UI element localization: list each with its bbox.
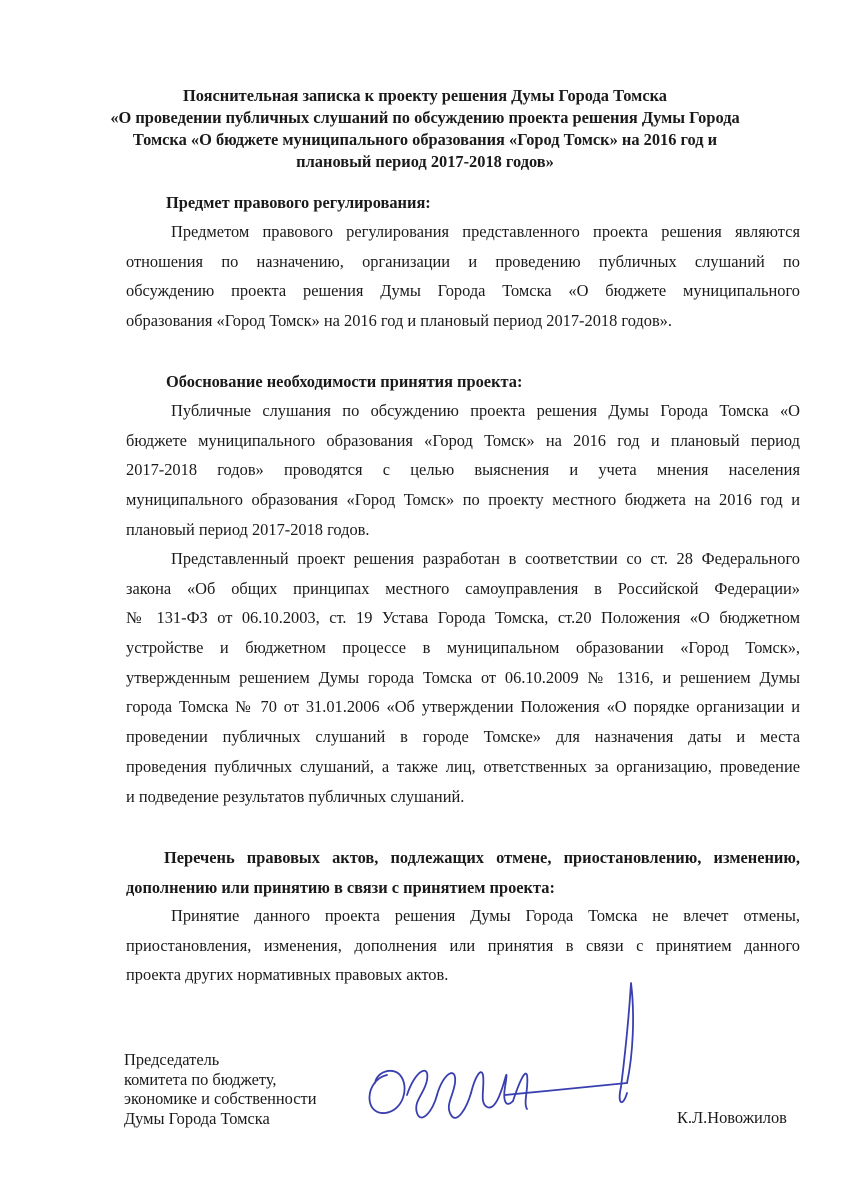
section2-heading: Обоснование необходимости принятия проекта: [166, 372, 523, 391]
paragraph-line: отношения по назначению, организации и проведению публичных слушаний по [126, 251, 800, 271]
paragraph-line: образования «Город Томск» на 2016 год и плановый период 2017-2018 годов». [126, 311, 672, 331]
paragraph-line: Представленный проект решения разработан в соответствии со ст. 28 Федерального [171, 549, 800, 568]
section1-heading: Предмет правового регулирования: [166, 193, 431, 212]
paragraph-line: плановый период 2017-2018 годов. [126, 519, 370, 539]
position-line: Председатель [124, 1050, 220, 1069]
paragraph-line: проведении публичных слушаний в городе Томске» для назначения даты и места [126, 727, 800, 747]
signer-name: К.Л.Новожилов [677, 1108, 787, 1127]
paragraph-line: устройстве и бюджетном процессе в муниципальном образовании «Город Томск», [126, 638, 800, 658]
paragraph-line: города Томска № 70 от 31.01.2006 «Об утверждении Положения «О порядке организации и [126, 697, 800, 717]
position-line: комитета по бюджету, [124, 1069, 277, 1089]
paragraph-line: 2017-2018 годов» проводятся с целью выяснения и учета мнения населения [126, 460, 800, 480]
section2-paragraph-2 [126, 544, 800, 811]
section1-paragraph [126, 217, 800, 336]
heading-line: Перечень правовых актов, подлежащих отмене, приостановлению, изменению, [164, 848, 800, 867]
paragraph-line: Предметом правового регулирования представленного проекта решения являются [171, 222, 800, 241]
title-line: Томска «О бюджете муниципального образования «Город Томск» на 2016 год и [132, 130, 718, 149]
paragraph-line: № 131-ФЗ от 06.10.2003, ст. 19 Устава Города Томска, ст.20 Положения «О бюджетном [126, 608, 800, 628]
paragraph-line: закона «Об общих принципах местного самоуправления в Российской Федерации» [126, 578, 800, 598]
paragraph-line: утвержденным решением Думы города Томска от 06.10.2009 № 1316, и решением Думы [126, 667, 800, 687]
paragraph-line: и подведение результатов публичных слушаний. [126, 786, 465, 806]
paragraph-line: приостановления, изменения, дополнения или принятия в связи с принятием данного [126, 935, 800, 955]
paragraph-line: Принятие данного проекта решения Думы Города Томска не влечет отмены, [171, 906, 800, 925]
handwritten-signature [355, 975, 655, 1135]
document-title [110, 85, 740, 173]
title-line: Пояснительная записка к проекту решения Думы Города Томска [182, 86, 667, 105]
position-line: экономике и собственности [124, 1089, 317, 1108]
heading-line: дополнению или принятию в связи с принятием проекта: [126, 877, 555, 897]
paragraph-line: муниципального образования «Город Томск» по проекту местного бюджета на 2016 год и [126, 490, 800, 510]
section3-heading [126, 843, 800, 902]
section2-paragraph-1 [126, 396, 800, 544]
title-line: плановый период 2017-2018 годов» [296, 152, 554, 171]
title-line: «О проведении публичных слушаний по обсуждению проекта решения Думы Города [110, 108, 740, 127]
signatory-position [124, 1050, 316, 1128]
paragraph-line: бюджете муниципального образования «Город Томск» на 2016 год и плановый период [126, 430, 800, 450]
paragraph-line: обсуждению проекта решения Думы Города Томска «О бюджете муниципального [126, 281, 800, 301]
paragraph-line: Публичные слушания по обсуждению проекта решения Думы Города Томска «О [171, 401, 800, 420]
paragraph-line: проекта других нормативных правовых актов. [126, 965, 449, 985]
position-line: Думы Города Томска [124, 1108, 270, 1128]
paragraph-line: проведения публичных слушаний, а также лиц, ответственных за организацию, проведение [126, 756, 800, 776]
